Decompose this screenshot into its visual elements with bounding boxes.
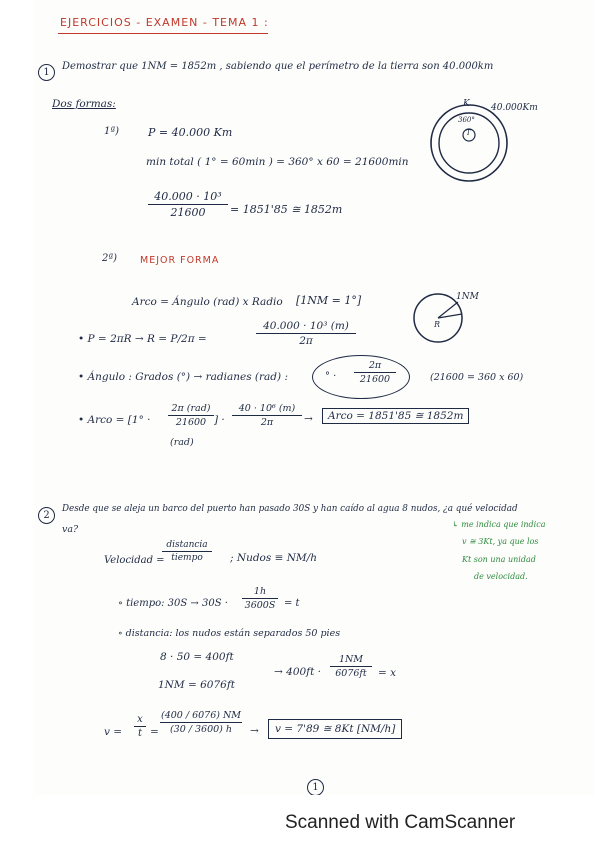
v-label: v = [104, 726, 123, 738]
arco-bracket: [1NM = 1°] [296, 294, 362, 307]
v-arrow: → [250, 725, 259, 737]
velocity-label: Velocidad = [104, 555, 165, 566]
bullet-perimeter-fraction: 40.000 · 10³ (m) 2π [256, 320, 356, 347]
calc-line-2: 1NM = 6076ft [158, 679, 235, 691]
calc-equals: = x [378, 667, 397, 679]
camscanner-footer: Scanned with CamScanner [285, 812, 516, 833]
first-way-fraction: 40.000 · 10³ 21600 [148, 190, 228, 219]
arco-bracket-close: ] · [214, 414, 225, 426]
calc-line-1: 8 · 50 = 400ft [160, 651, 234, 663]
second-way-label: 2ª) [102, 253, 118, 264]
arco-formula: Arco = Ángulo (rad) x Radio [132, 296, 283, 308]
arco-result-box: Arco = 1851'85 ≅ 1852m [322, 408, 469, 424]
earth-perimeter-label: 40.000Km [491, 103, 538, 113]
time-equals: = t [284, 598, 300, 609]
green-note-4: de velocidad. [474, 572, 528, 581]
earth-degrees-label: 360° [458, 116, 475, 124]
distance-line: ∘ distancia: los nudos están separados 50 pies [118, 628, 341, 639]
green-note-1: ↳ me indica que indica [452, 520, 546, 529]
bullet-arco: • Arco = [1° · [78, 414, 151, 426]
first-way-perimeter: P = 40.000 Km [148, 126, 233, 139]
exercise-1-number: 1 [38, 60, 55, 81]
angle-fraction: 2π 21600 [354, 360, 396, 385]
arco-arrow: → [304, 413, 313, 425]
calc-fraction: 1NM 6076ft [330, 654, 372, 679]
v-result-box: v = 7'89 ≅ 8Kt [NM/h] [268, 719, 402, 739]
page-title: EJERCICIOS - EXAMEN - TEMA 1 : [60, 16, 269, 29]
radius-nm-label: 1NM [456, 292, 479, 302]
exercise-1-statement: Demostrar que 1NM = 1852m , sabiendo que el perímetro de la tierra son 40.000km [62, 61, 494, 72]
first-way-minutes: min total ( 1° = 60min ) = 360° x 60 = 21600min [146, 156, 409, 168]
first-way-result: = 1851'85 ≅ 1852m [230, 203, 343, 216]
title-underline [58, 33, 268, 34]
green-note-3: Kt son una unidad [462, 555, 536, 564]
exercise-2-statement-line-2: va? [62, 524, 79, 535]
earth-k-label: K [463, 99, 470, 109]
bullet-angle: • Ángulo : Grados (°) → radianes (rad) : [78, 371, 288, 383]
two-ways-label: Dos formas: [52, 98, 116, 110]
time-line: ∘ tiempo: 30S → 30S · [118, 598, 228, 609]
v-equals: = [150, 726, 159, 738]
arco-rad-unit: (rad) [170, 437, 194, 448]
time-fraction: 1h 3600S [242, 586, 278, 611]
v-fraction-values: (400 / 6076) NM (30 / 3600) h [160, 710, 242, 735]
nudos-definition: ; Nudos ≡ NM/h [230, 552, 317, 564]
angle-degree-dot: ° · [325, 371, 337, 382]
first-way-label: 1ª) [104, 126, 120, 137]
second-way-title: MEJOR FORMA [140, 255, 220, 266]
green-note-2: v ≅ 3Kt, ya que los [462, 537, 539, 546]
scanned-page [34, 0, 594, 795]
bullet-perimeter: • P = 2πR → R = P/2π = [78, 333, 207, 345]
arco-fraction-1: 2π (rad) 21600 [168, 403, 214, 428]
velocity-fraction: distancia tiempo [162, 540, 212, 563]
angle-note: (21600 = 360 x 60) [430, 372, 524, 383]
exercise-2-statement-line-1: Desde que se aleja un barco del puerto han pasado 30S y han caído al agua 8 nudos, ¿a qué velocidad [62, 504, 518, 514]
earth-center-label: T [466, 129, 471, 137]
exercise-2-number: 2 [38, 503, 55, 524]
page-number: 1 [307, 775, 324, 795]
v-fraction-xt: x t [134, 714, 146, 739]
radius-r-label: R [434, 320, 441, 329]
arco-fraction-2: 40 · 10⁶ (m) 2π [232, 403, 302, 428]
calc-middle: → 400ft · [274, 666, 321, 678]
